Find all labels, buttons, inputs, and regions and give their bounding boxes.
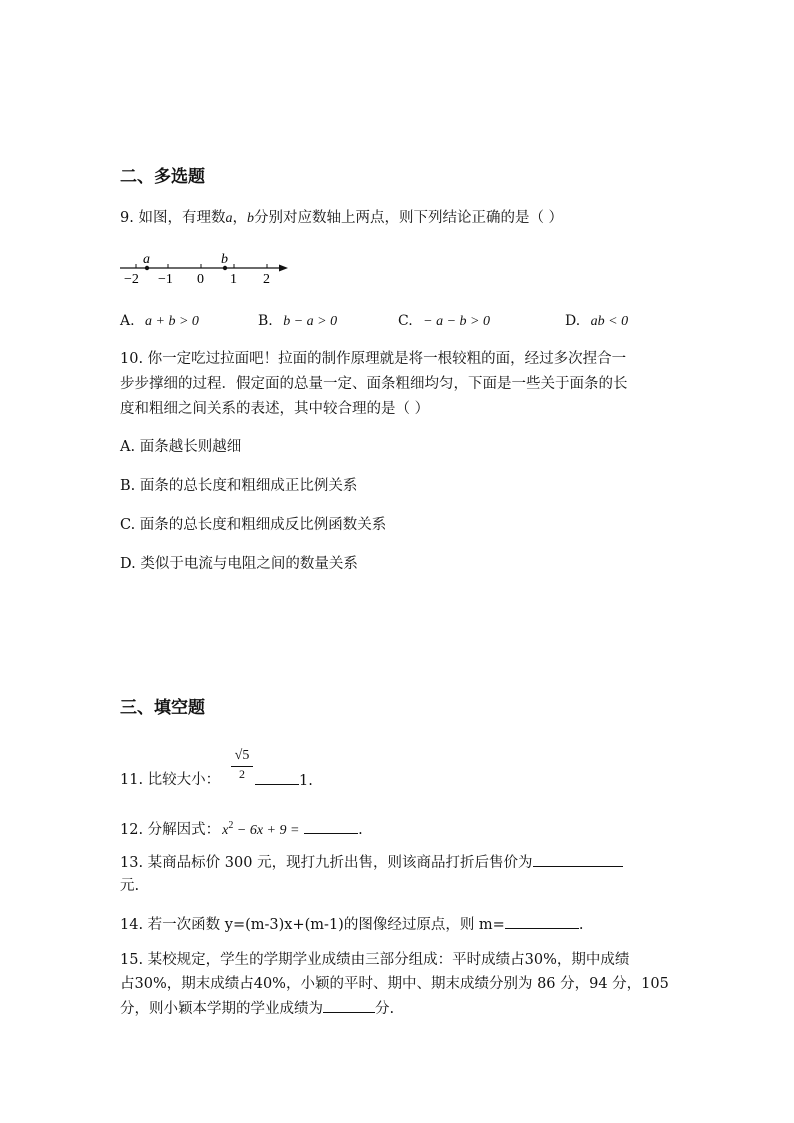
question-10-line-2: 步步撑细的过程．假定面的总量一定、面条粗细均匀，下面是一些关于面条的长 <box>120 376 628 392</box>
q10-option-c[interactable]: C. 面条的总长度和粗细成反比例函数关系 <box>120 517 387 533</box>
question-9-stem <box>120 208 563 229</box>
question-14-text: 14. 若一次函数 y=(m-3)x+(m-1)的图像经过原点，则 m= <box>120 917 505 933</box>
option-label: A. <box>120 313 135 329</box>
question-14-suffix: . <box>578 917 584 933</box>
number-line-arrow <box>279 265 288 272</box>
question-11-answer <box>255 770 313 791</box>
expr-rest: − 6x + 9 = <box>233 822 300 838</box>
fraction-sqrt5-over-2 <box>231 746 253 781</box>
q9-option-a[interactable] <box>120 313 199 330</box>
section-title-fill-in: 三、填空题 <box>120 698 205 718</box>
option-label: D. <box>565 313 581 329</box>
question-15-suffix: 分. <box>375 1001 395 1017</box>
q9-option-d[interactable] <box>565 313 628 330</box>
question-11 <box>120 770 220 790</box>
var-a: a <box>225 211 233 226</box>
option-expr: ab < 0 <box>590 314 629 329</box>
question-11-prefix: 11. 比较大小： <box>120 772 221 788</box>
tick-label-0: 0 <box>197 272 204 287</box>
answer-blank[interactable] <box>323 998 375 1013</box>
question-9-text-pre: 9. 如图，有理数 <box>120 210 226 226</box>
q10-option-a[interactable]: A. 面条越长则越细 <box>120 439 242 455</box>
answer-blank[interactable] <box>533 852 623 867</box>
question-13-line-2: 元. <box>120 878 140 894</box>
option-label: C. <box>398 313 413 329</box>
question-12-prefix: 12. 分解因式： <box>120 821 221 838</box>
section-title-multiple-choice: 二、多选题 <box>120 167 205 187</box>
expr-x: x <box>222 822 229 838</box>
tick-label-2: 2 <box>263 272 270 287</box>
q10-option-d[interactable]: D. 类似于电流与电阻之间的数量关系 <box>120 556 358 572</box>
answer-blank[interactable] <box>304 819 358 834</box>
point-b-label: b <box>221 252 228 267</box>
question-12 <box>120 816 363 841</box>
question-15-line-2: 占30%，期末成绩占40%，小颖的平时、期中、期末成绩分别为 86 分，94 分，105 <box>120 976 669 992</box>
answer-blank[interactable] <box>255 770 299 785</box>
question-15-text: 分，则小颖本学期的学业成绩为 <box>120 1001 323 1017</box>
question-15-line-1: 15. 某校规定，学生的学期学业成绩由三部分组成：平时成绩占30%，期中成绩 <box>120 952 630 968</box>
question-15-line-3 <box>120 998 394 1019</box>
option-label: B. <box>258 313 273 329</box>
question-10-line-1: 10. 你一定吃过拉面吧！拉面的制作原理就是将一根较粗的面，经过多次捏合一 <box>120 351 627 367</box>
question-10-line-3: 度和粗细之间关系的表述，其中较合理的是（ ） <box>120 401 430 417</box>
question-12-suffix: . <box>358 821 363 838</box>
tick-label-neg1: −1 <box>158 272 173 287</box>
question-11-suffix: 1. <box>299 773 313 789</box>
question-14 <box>120 914 583 935</box>
question-13-text: 13. 某商品标价 300 元，现打九折出售，则该商品打折后售价为 <box>120 855 533 871</box>
q9-option-b[interactable] <box>258 313 337 330</box>
q10-option-b[interactable]: B. 面条的总长度和粗细成正比例关系 <box>120 478 358 494</box>
tick-label-neg2: −2 <box>124 272 139 287</box>
question-13-line-1 <box>120 852 623 873</box>
expr-exponent: 2 <box>228 820 234 831</box>
tick-label-1: 1 <box>230 272 237 287</box>
option-expr: a + b > 0 <box>145 314 199 329</box>
fraction-denominator: 2 <box>239 767 245 781</box>
fraction-numerator: √5 <box>231 746 253 767</box>
q9-option-c[interactable] <box>398 313 490 330</box>
option-expr: − a − b > 0 <box>423 314 490 329</box>
number-line-figure <box>116 250 296 290</box>
answer-blank[interactable] <box>505 914 579 929</box>
var-b: b <box>246 211 254 226</box>
question-9-text-post: 分别对应数轴上两点，则下列结论正确的是（ ） <box>253 210 564 226</box>
comma: ， <box>232 210 247 226</box>
option-expr: b − a > 0 <box>283 314 338 329</box>
point-a-label: a <box>143 252 150 267</box>
